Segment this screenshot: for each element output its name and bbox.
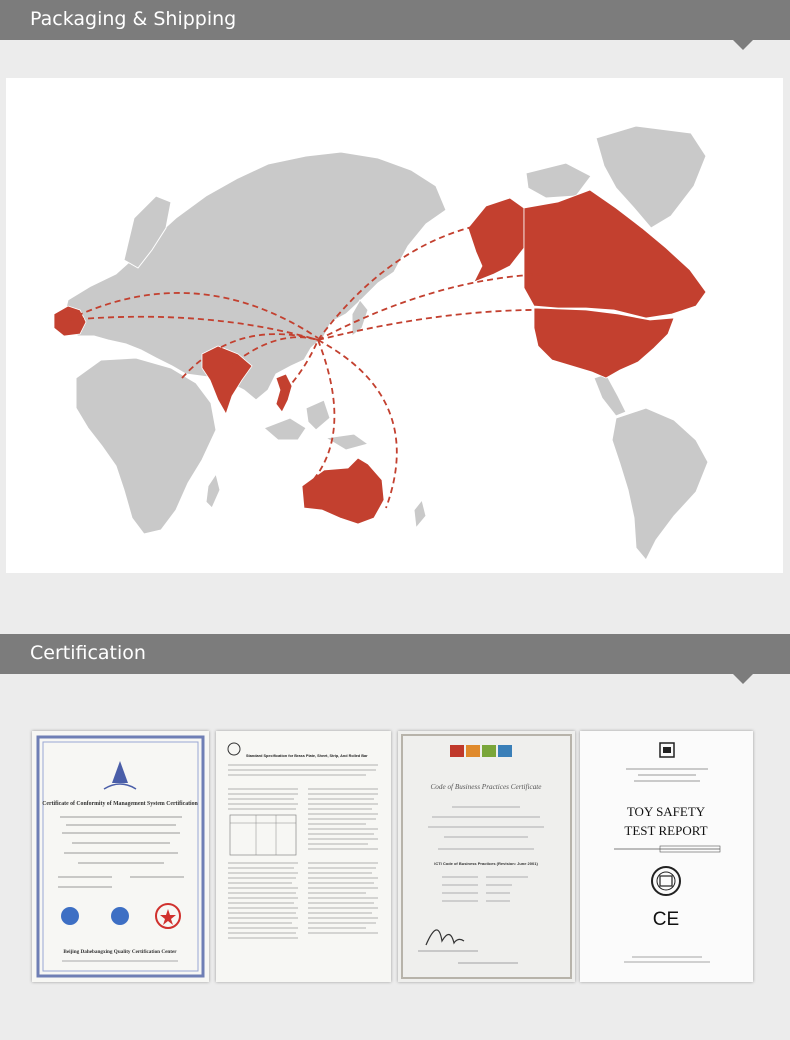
australia-region <box>302 458 384 524</box>
shipping-section-title: Packaging & Shipping <box>30 8 237 30</box>
united-states-region <box>534 308 674 378</box>
accreditation-seal-icon <box>61 907 79 925</box>
certification-section-title: Certification <box>30 642 146 664</box>
certificate-toy-safety-report <box>580 731 753 982</box>
certificate-business-practices <box>398 731 575 982</box>
chevron-down-icon <box>732 673 754 684</box>
icti-logo-block-green <box>482 745 496 757</box>
certificate-management-system <box>32 731 209 982</box>
canada-region <box>524 190 706 318</box>
certificate-heading: Certificate of Conformity of Management System Certification <box>42 801 198 807</box>
certificates-row <box>32 731 753 982</box>
iaf-seal-icon <box>111 907 129 925</box>
ce-mark: CE <box>652 909 680 930</box>
certification-seal-icon <box>652 867 680 895</box>
specification-heading: Standard Specification for Brass Plate, Sheet, Strip, And Rolled Bar <box>246 754 368 758</box>
icti-logo-block-red <box>450 745 464 757</box>
business-practices-heading: Code of Business Practices Certificate <box>430 783 542 791</box>
icti-logo-block-blue <box>498 745 512 757</box>
icti-logo-block-orange <box>466 745 480 757</box>
shipping-section-header <box>0 0 790 40</box>
toy-safety-title-line2: TEST REPORT <box>624 823 708 838</box>
triangle-logo-icon <box>112 761 128 783</box>
certificate-footer: Beijing Dahebangxing Quality Certification Center <box>63 949 177 955</box>
chevron-down-icon <box>732 39 754 50</box>
astm-logo-icon <box>228 743 240 755</box>
certification-section-header <box>0 634 790 674</box>
icti-code-line: ICTI Code of Business Practices (Revision: June 2001) <box>434 861 538 866</box>
alaska-region <box>468 198 524 282</box>
world-shipping-map <box>6 78 783 573</box>
toy-safety-title-line1: TOY SAFETY <box>626 804 706 819</box>
signature-image <box>426 930 464 945</box>
certificate-material-specification <box>216 731 391 982</box>
vietnam-region <box>276 374 292 412</box>
